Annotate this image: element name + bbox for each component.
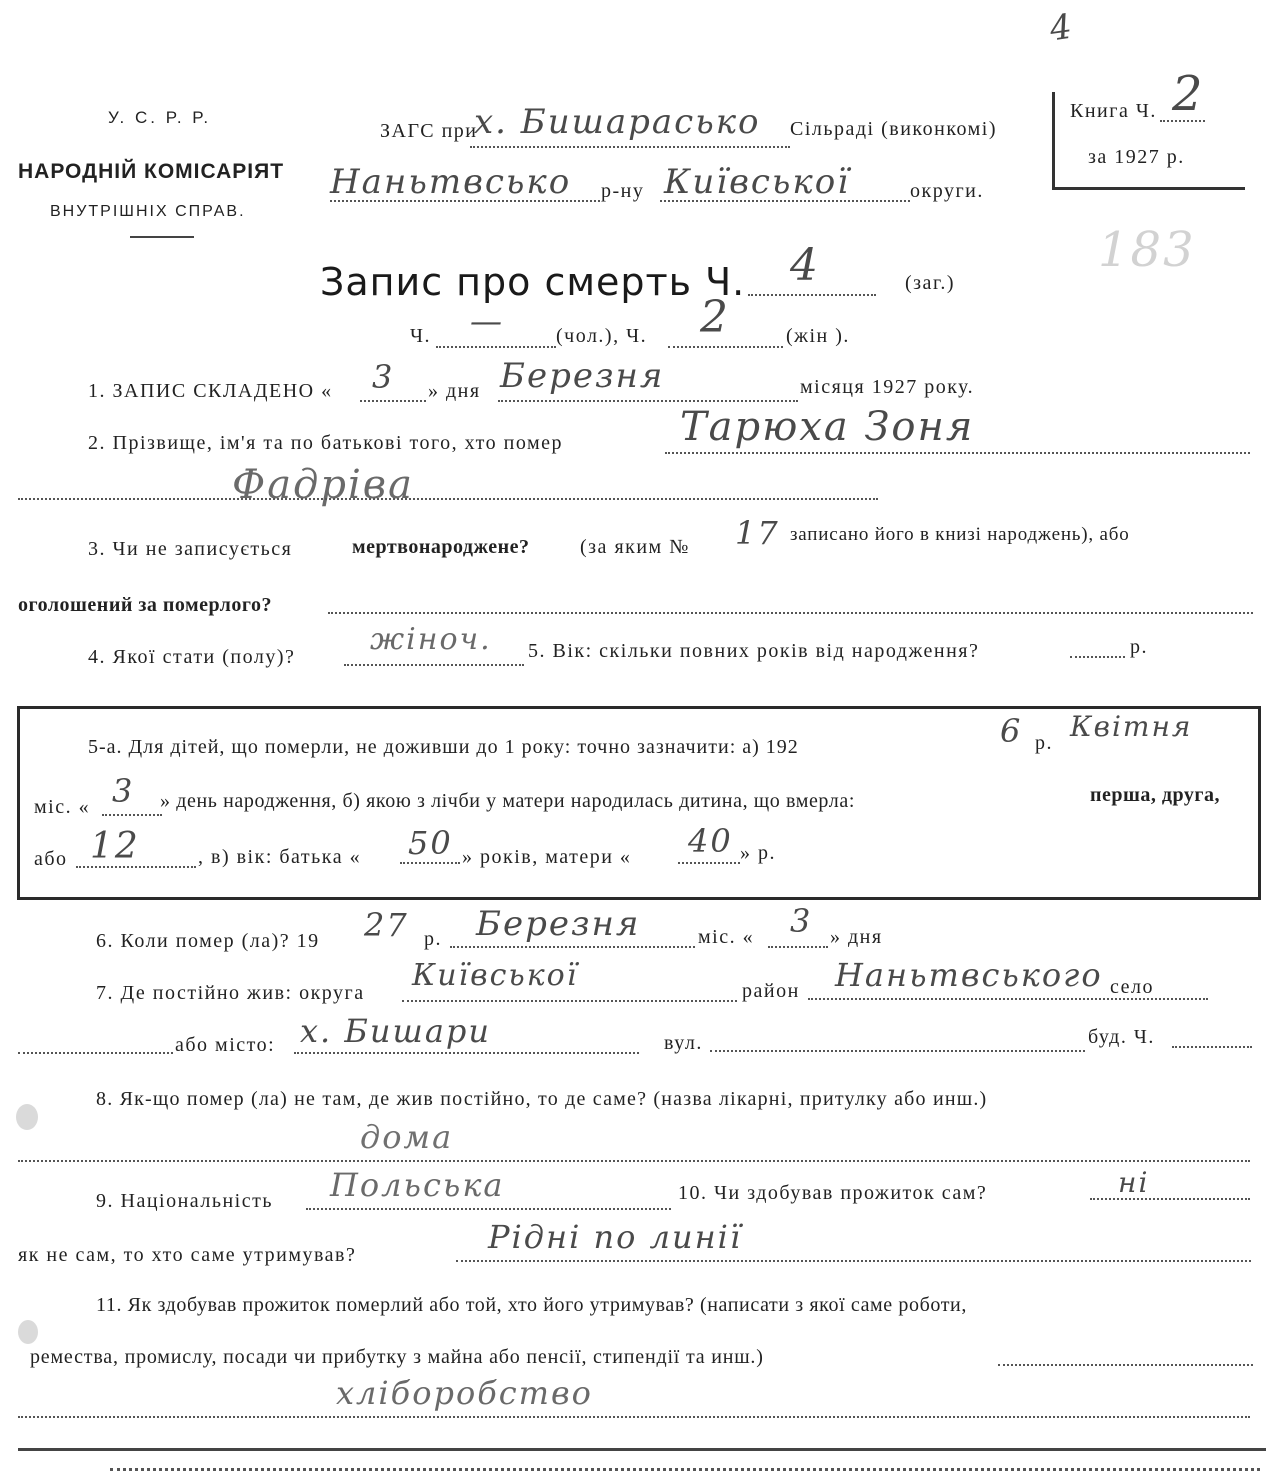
item7-street-label: вул. (664, 1032, 703, 1054)
item11-line2-fill (998, 1364, 1253, 1366)
female-number-value: 2 (700, 292, 730, 343)
item7-selo-label: село (1110, 976, 1154, 998)
item3-mid: (за яким № (580, 536, 690, 558)
male-number-label: (чол.), Ч. (556, 325, 648, 347)
item11-label: 11. Як здобував прожиток померлий або той, хто його утримував? (написати з якої саме роботи, (96, 1294, 967, 1316)
item1-month-value: Березня (500, 356, 665, 396)
item7-okruha-line (402, 1000, 737, 1002)
item4-sex-line (344, 664, 524, 666)
item3-suffix: записано його в книзі народжень), або (790, 524, 1130, 545)
item5a-day-line (102, 814, 162, 816)
item11-line2: ремества, промислу, посади чи прибутку з майна або пенсії, стипендії та инш.) (30, 1346, 764, 1368)
item10-label: 10. Чи здобував прожиток сам? (678, 1182, 988, 1204)
item3-prefix: 3. Чи не записується (88, 538, 293, 560)
female-number-label: (жін ). (786, 325, 850, 347)
item3-declared-line (328, 612, 1253, 614)
female-number-line (668, 346, 783, 348)
zags-okruha-line (660, 200, 910, 202)
sub-ch-label: Ч. (410, 325, 431, 347)
item6-prefix: 6. Коли помер (ла)? 19 (96, 930, 320, 952)
item7-raion-label: район (742, 980, 800, 1002)
item10-who-value: Рідні по линії (488, 1218, 743, 1256)
ministry-divider (130, 236, 194, 238)
item5a-first-second: перша, друга, (1090, 784, 1220, 806)
zags-okruha-value: Київської (664, 162, 851, 202)
item5a-father-value: 50 (408, 824, 453, 862)
item5a-order-value: 12 (90, 826, 140, 867)
scan-smudge (16, 1104, 38, 1130)
item7-house-label: буд. Ч. (1088, 1026, 1155, 1048)
item1-suffix: місяця 1927 року. (800, 376, 975, 398)
item5-age-unit: р. (1130, 636, 1148, 658)
item5-age-label: 5. Вік: скільки повних років від народження? (528, 640, 980, 662)
zags-raion-value: Наньтвсько (330, 162, 572, 202)
bottom-rule (18, 1448, 1266, 1451)
item9-answer-value: Польська (330, 1166, 505, 1204)
item11-answer-value: хліборобство (336, 1374, 593, 1412)
record-total-label: (заг.) (905, 272, 956, 294)
item1-day-line (360, 400, 426, 402)
ussr-heading: У. С. Р. Р. (108, 108, 212, 127)
item5a-day-value: 3 (112, 772, 135, 810)
zags-okruha-label: округи. (910, 180, 984, 202)
item5a-year-label: р. (1035, 732, 1053, 754)
item6-year-value: 27 (364, 906, 409, 944)
item7-city-label: або місто: (175, 1034, 276, 1056)
department-heading: ВНУТРІШНІХ СПРАВ. (50, 203, 246, 220)
record-number-value: 4 (790, 240, 820, 291)
item9-label: 9. Національність (96, 1190, 273, 1212)
item5a-line2-text: » день народження, б) якою з лічби у матери народилась дитина, що вмерла: (160, 790, 855, 812)
item6-mis-label: міс. « (698, 926, 755, 948)
zags-village-value: х. Бишарасько (474, 102, 761, 142)
item6-suffix: » дня (830, 926, 883, 948)
item4-sex-value: жіноч. (370, 622, 492, 657)
zags-village-line (470, 146, 790, 148)
item5a-month-value: Квітня (1070, 710, 1193, 743)
zags-council-label: Сільраді (виконкомі) (790, 118, 998, 140)
item4-label: 4. Якої стати (полу)? (88, 646, 296, 668)
item2-name-value: Тарюха Зоня (680, 404, 975, 450)
male-number-value: — (470, 302, 504, 340)
bottom-rule-dotted (110, 1468, 1260, 1471)
item6-year-label: р. (424, 928, 442, 950)
item2-label: 2. Прізвище, ім'я та по батькові того, хто помер (88, 432, 564, 454)
item5a-mother-line (678, 862, 740, 864)
item1-month-line (498, 400, 798, 402)
item5a-prefix: 5-а. Для дітей, що померли, не доживши до 1 року: точно зазначити: а) 192 (88, 736, 799, 758)
item7-village-line (18, 1052, 173, 1054)
item5a-order-line (76, 866, 196, 868)
corner-mark: 4 (1047, 6, 1077, 50)
item2-patronymic-line (18, 498, 878, 500)
item5-age-line (1070, 656, 1125, 658)
item10-who-line (456, 1260, 1251, 1262)
item7-okruha-value: Київської (412, 958, 579, 993)
item8-answer-value: дома (360, 1118, 454, 1156)
item7-city-value: х. Бишари (300, 1012, 491, 1050)
item3-number-value: 17 (735, 514, 780, 552)
item7-house-line (1172, 1046, 1252, 1048)
item7-raion-value: Наньтвського (835, 956, 1103, 994)
item5a-abo: або (34, 848, 68, 870)
book-year: за 1927 р. (1088, 146, 1185, 168)
book-label: Книга Ч. (1070, 100, 1157, 122)
item6-day-value: 3 (790, 902, 813, 940)
item9-answer-line (306, 1208, 671, 1210)
item5a-mother-value: 40 (688, 822, 733, 860)
ministry-heading: НАРОДНІЙ КОМІСАРІЯТ (18, 160, 285, 183)
book-number-line (1160, 120, 1205, 122)
item1-prefix: 1. ЗАПИС СКЛАДЕНО « (88, 380, 333, 402)
item8-label: 8. Як-що помер (ла) не там, де жив постійно, то де саме? (назва лікарні, притулку або инш.) (96, 1088, 988, 1110)
item6-month-line (450, 946, 695, 948)
item1-mid: » дня (428, 380, 481, 402)
item5a-father-line (400, 862, 460, 864)
item2-patronymic-value: Фадріва (232, 462, 414, 508)
book-number-value: 2 (1172, 66, 1205, 122)
item5a-end: » р. (740, 842, 776, 864)
margin-number-mark: 183 (1098, 222, 1196, 278)
record-title: Запис про смерть Ч. (320, 260, 746, 304)
item7-city-line (294, 1052, 639, 1054)
male-number-line (436, 346, 556, 348)
item3-declared-dead-label: оголошений за померлого? (18, 594, 272, 616)
item5a-father-label: , в) вік: батька « (198, 846, 362, 868)
item7-street-line (710, 1050, 1085, 1052)
scan-smudge (18, 1320, 38, 1344)
zags-prefix: ЗАГС при (380, 120, 478, 142)
item11-answer-line (18, 1416, 1250, 1418)
item8-answer-line (18, 1160, 1250, 1162)
item10-who-label: як не сам, то хто саме утримував? (18, 1244, 357, 1266)
item3-stillborn-label: мертвонароджене? (352, 536, 530, 558)
item1-day-value: 3 (372, 358, 395, 396)
item7-prefix: 7. Де постійно жив: округа (96, 982, 365, 1004)
zags-raion-label: р-ну (601, 180, 645, 202)
item5a-year-value: 6 (1000, 712, 1023, 750)
item10-answer-line (1090, 1198, 1250, 1200)
item5a-mis-label: міс. « (34, 796, 91, 818)
record-number-line (748, 294, 876, 296)
item5a-mother-label: » років, матери « (462, 846, 632, 868)
item10-answer-value: ні (1118, 1166, 1150, 1199)
item2-name-line (665, 452, 1250, 454)
item6-day-line (768, 946, 828, 948)
item6-month-value: Березня (476, 904, 641, 944)
zags-raion-line (330, 200, 600, 202)
